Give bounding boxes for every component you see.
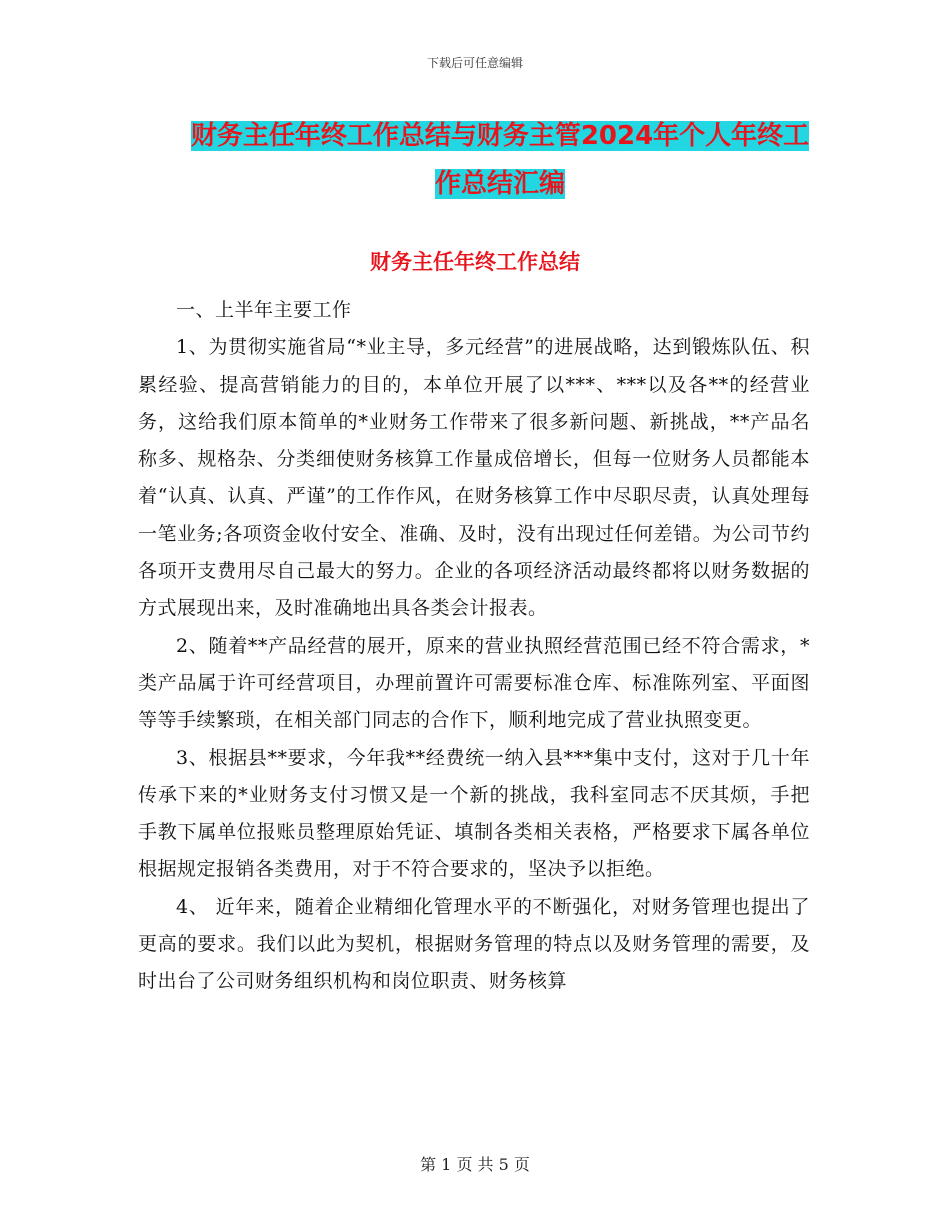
- document-title-line-1: 财务主任年终工作总结与财务主管2024年个人年终工: [190, 121, 810, 151]
- paragraph-4: 4、 近年来，随着企业精细化管理水平的不断强化，对财务管理也提出了更高的要求。我们以此为契机，根据财务管理的特点以及财务管理的需要，及时出台了公司财务组织机构和岗位职责、财务核算: [138, 895, 810, 993]
- paragraph-heading: 一、上半年主要工作: [176, 299, 352, 321]
- page-footer: 第 1 页 共 5 页: [420, 1155, 530, 1174]
- paragraph-1: 1、为贯彻实施省局“*业主导，多元经营”的进展战略，达到锻炼队伍、积累经验、提高营销能力的目的，本单位开展了以***、***以及各**的经营业务，这给我们原本简单的*业财务工作带来了很多新问题、新挑战，**产品名称多、规格杂、分类细使财务核算工作量成倍增长，但每一位财务人员都能本着“认真、认真、严谨”的工作作风，在财务核算工作中尽职尽责，认真处理每一笔业务;各项资金收付安全、准确、及时，没有出现过任何差错。为公司节约各项开支费用尽自己最大的努力。企业的各项经济活动最终都将以财务数据的方式展现出来，及时准确地出具各类会计报表。: [138, 336, 810, 620]
- document-body: [138, 292, 810, 1001]
- document-title: [170, 112, 830, 208]
- document-title-line-2: 作总结汇编: [434, 169, 565, 199]
- page-header-note: 下载后可任意编辑: [426, 56, 523, 70]
- paragraph-2: 2、随着**产品经营的展开，原来的营业执照经营范围已经不符合需求，*类产品属于许可经营项目，办理前置许可需要标准仓库、标准陈列室、平面图等等手续繁琐，在相关部门同志的合作下，顺利地完成了营业执照变更。: [138, 634, 810, 732]
- section-title: 财务主任年终工作总结: [370, 250, 580, 274]
- paragraph-3: 3、根据县**要求，今年我**经费统一纳入县***集中支付，这对于几十年传承下来的*业财务支付习惯又是一个新的挑战，我科室同志不厌其烦，手把手教下属单位报账员整理原始凭证、填制各类相关表格，严格要求下属各单位根据规定报销各类费用，对于不符合要求的，坚决予以拒绝。: [138, 746, 810, 881]
